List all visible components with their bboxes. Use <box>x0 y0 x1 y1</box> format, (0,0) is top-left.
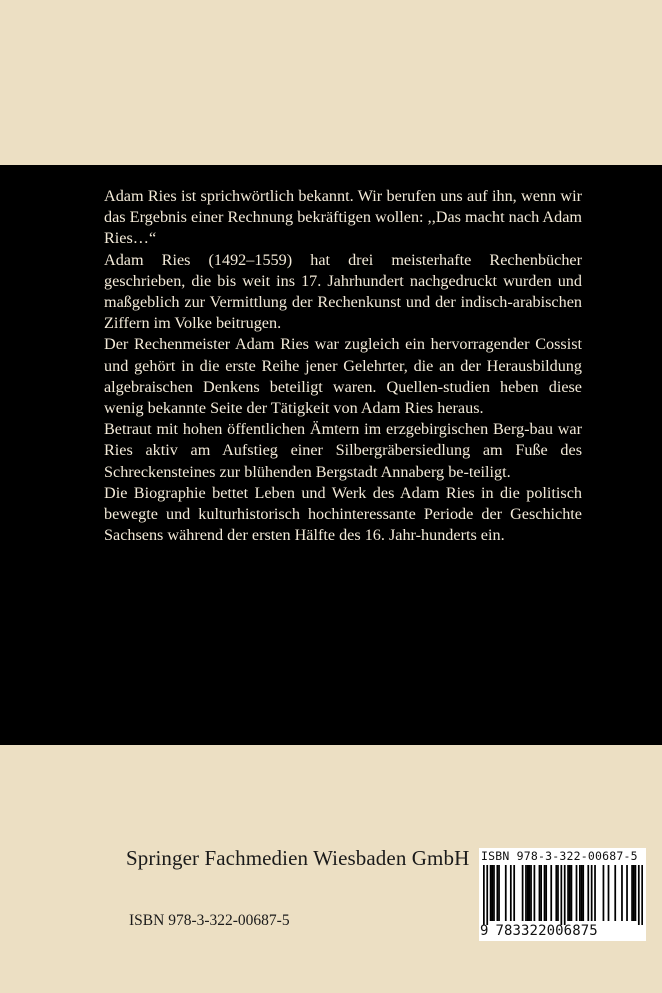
barcode-bar <box>638 865 640 925</box>
blurb-paragraph-5: Die Biographie bettet Leben und Werk des Adam Ries in die politisch bewegte und kulturhistorisch hochinteressante Periode der Geschichte Sachsens während der ersten Hälfte des 16. Jahr-hunderts ein. <box>104 483 582 545</box>
blurb-paragraph-4: Betraut mit hohen öffentlichen Ämtern im erzgebirgischen Berg-bau war Ries aktiv am Aufstieg einer Silbergräbersiedlung am Fuße des Schreckensteines zur blühenden Bergstadt Annaberg be-teiligt. <box>104 420 582 481</box>
barcode-bar <box>530 865 532 921</box>
barcode-bar <box>567 865 569 921</box>
barcode-bar <box>621 865 623 921</box>
barcode-bar <box>550 865 552 921</box>
barcode-bar <box>525 865 527 921</box>
barcode-bar <box>576 865 578 921</box>
barcode-bar <box>571 865 573 921</box>
barcode-bar <box>540 865 542 921</box>
barcode-bar <box>545 865 547 921</box>
barcode-bar <box>633 865 635 921</box>
barcode-bar <box>498 865 500 921</box>
back-cover-blurb <box>104 186 582 546</box>
barcode-bar <box>491 865 493 921</box>
barcode-bar <box>564 865 566 925</box>
barcode-bar <box>522 865 524 921</box>
barcode-bar <box>544 865 546 921</box>
barcode-bar <box>591 865 593 921</box>
barcode-bar <box>587 865 589 921</box>
barcode-bar <box>555 865 557 921</box>
barcode-bar <box>510 865 512 921</box>
barcode-bar <box>626 865 628 921</box>
barcode-bar <box>603 865 605 921</box>
barcode-bar <box>594 865 596 921</box>
barcode-bar <box>493 865 495 921</box>
barcode-bar <box>582 865 584 921</box>
barcode-bar <box>486 865 488 925</box>
barcode-first-digit: 9 <box>480 923 489 939</box>
isbn-barcode <box>479 848 646 941</box>
barcode-bars <box>483 865 643 925</box>
barcode-bar <box>483 865 485 925</box>
barcode-bar <box>490 865 492 921</box>
blurb-paragraph-1: Adam Ries ist sprichwörtlich bekannt. Wir berufen uns auf ihn, wenn wir das Ergebnis einer Rechnung bekräftigen wollen: ,,Das macht nach Adam Ries…“ <box>104 187 582 248</box>
publisher-name: Springer Fachmedien Wiesbaden GmbH <box>126 846 470 870</box>
barcode-bar <box>557 865 559 921</box>
isbn-text: ISBN 978-3-322-00687-5 <box>129 912 290 929</box>
barcode-digit-string: 783322006875 <box>495 923 598 939</box>
barcode-bar <box>527 865 529 921</box>
barcode-bar <box>560 865 562 925</box>
barcode-isbn-label: ISBN 978-3-322-00687-5 <box>481 849 638 863</box>
barcode-bar <box>534 865 536 921</box>
barcode-bar <box>631 865 633 921</box>
barcode-bar <box>513 865 515 921</box>
barcode-bar <box>581 865 583 921</box>
barcode-bar <box>641 865 643 925</box>
blurb-paragraph-3: Der Rechenmeister Adam Ries war zugleich ein hervorragender Cossist und gehört in die erste Reihe jener Gelehrter, die an der Herausbildung algebraischen Denkens beteiligt waren. Quellen-studien heben diese wenig bekannte Seite der Tätigkeit von Adam Ries heraus. <box>104 335 582 418</box>
barcode-bar <box>614 865 616 921</box>
barcode-bar <box>496 865 498 921</box>
barcode-bar <box>579 865 581 921</box>
barcode-digits <box>480 923 645 939</box>
blurb-paragraph-2: Adam Ries (1492–1559) hat drei meisterhafte Rechenbücher geschrieben, die bis weit ins 17. Jahrhundert nachgedruckt wurden und maßgeblich zur Vermittlung der Rechenkunst und der indisch-arabischen Ziffern im Volke beitrugen. <box>104 250 582 333</box>
barcode-bar <box>608 865 610 921</box>
barcode-bar <box>505 865 507 921</box>
barcode-bar <box>528 865 530 921</box>
barcode-bar <box>635 865 637 921</box>
barcode-bar <box>569 865 571 921</box>
barcode-bar <box>539 865 541 921</box>
